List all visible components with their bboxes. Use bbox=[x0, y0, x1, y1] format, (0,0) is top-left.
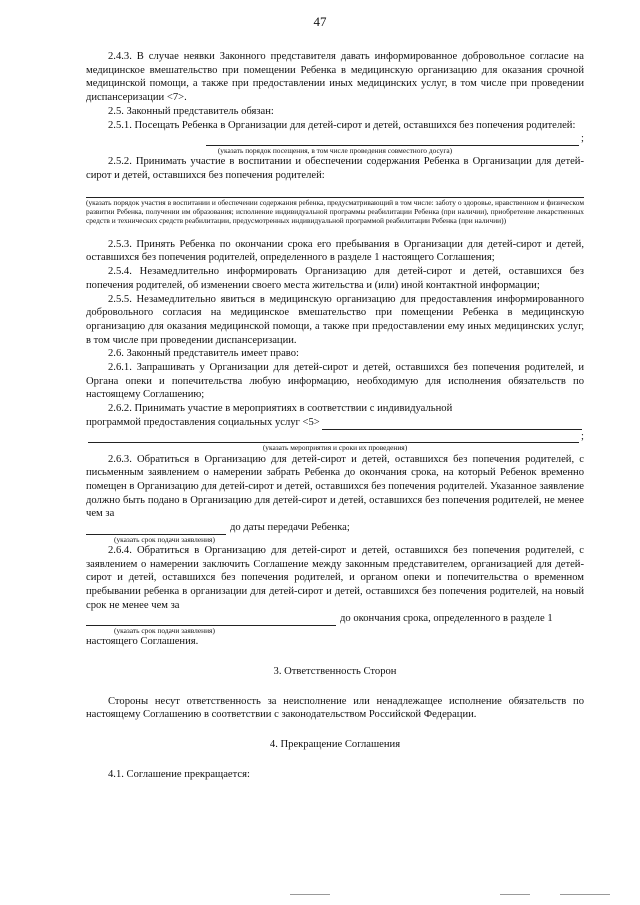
clause-2-6-3: 2.6.3. Обратиться в Организацию для детей-сирот и детей, оставшихся без попечения родителей, с письменным заявлением о намерении забрать Ребенка до окончания срока, на который Ребенок временно помещен в Организацию для детей-сирот и детей, оставшихся без попечения родителей. Указанное заявление должно быть подано в Организацию для детей-сирот и детей, оставшихся без попечения родителей, не менее чем за bbox=[86, 453, 584, 520]
clause-2-5-4: 2.5.4. Незамедлительно информировать Организацию для детей-сирот и детей, оставшихся без попечения родителей, об изменении своего места жительства и (или) иной контактной информации; bbox=[86, 266, 584, 291]
blank-line-2-5-2 bbox=[86, 188, 584, 198]
clause-2-5-3: 2.5.3. Принять Ребенка по окончании срока его пребывания в Организации для детей-сирот и детей, оставшихся без попечения родителей, определенного в разделе 1 настоящего Соглашения; bbox=[86, 238, 584, 264]
fill-line bbox=[86, 525, 226, 535]
caption-2-6-3: (указать срок подачи заявления) bbox=[114, 534, 215, 544]
line-end: ; bbox=[581, 430, 584, 442]
section-4-heading: 4. Прекращение Соглашения bbox=[269, 739, 401, 751]
caption-2-5-1: (указать порядок посещения, в том числе проведения совместного досуга) bbox=[217, 145, 453, 155]
clause-2-6-4-end: настоящего Соглашения. bbox=[86, 636, 199, 648]
blank-line-2-5-1 bbox=[86, 132, 584, 146]
document-body bbox=[86, 50, 584, 782]
clause-2-5-1: 2.5.1. Посещать Ребенка в Организации для детей-сирот и детей, оставшихся без попечения родителей: bbox=[108, 119, 576, 131]
caption-2-6-2: (указать мероприятия и сроки их проведения) bbox=[262, 443, 408, 453]
clause-2-6-2-line-2 bbox=[86, 416, 584, 430]
clause-2-6: 2.6. Законный представитель имеет право: bbox=[108, 348, 299, 360]
clause-2-4-3: 2.4.3. В случае неявки Законного представителя давать информированное добровольное согласие на медицинское вмешательство при помещении Ребенка в медицинскую организацию для оказания срочной медицинской помощи, а также при предоставлении иных медицинских услуг, в том числе при проведении диспансеризации <7>. bbox=[86, 51, 584, 104]
caption-2-5-2: (указать порядок участия в воспитании и обеспечении содержания ребенка, предусматривающий в том числе: заботу о здоровье, нравственном и физическом развитии Ребенка, получении им образования; исполнение индивидуальной программы реабилитации Ребенка (при наличии), приобретение лекарственных средств и технических средств реабилитации, предусмотренных индивидуальной программой реабилитации Ребенка (при наличии)) bbox=[86, 197, 584, 226]
page-number: 47 bbox=[313, 14, 327, 29]
clause-2-6-3-tail-text: до даты передачи Ребенка; bbox=[230, 522, 350, 534]
section-3-text: Стороны несут ответственность за неисполнение или ненадлежащее исполнение обязательств по настоящему Соглашению в соответствии с законодательством Российской Федерации. bbox=[86, 695, 584, 721]
line-end: ; bbox=[581, 133, 584, 145]
clause-2-6-2-text: программой предоставления социальных услуг <5> bbox=[86, 416, 320, 428]
clause-2-5-2: 2.5.2. Принимать участие в воспитании и обеспечении содержания Ребенка в Организации для детей-сирот и детей, оставшихся без попечения родителей: bbox=[86, 156, 584, 181]
clause-2-6-1: 2.6.1. Запрашивать у Организации для детей-сирот и детей, оставшихся без попечения родителей, и Органа опеки и попечительства любую информацию, необходимую для исполнения обязательств по настоящему Соглашению; bbox=[86, 362, 584, 401]
clause-2-6-4-tail bbox=[86, 612, 584, 626]
clause-2-6-4: 2.6.4. Обратиться в Организацию для детей-сирот и детей, оставшихся без попечения родителей, с заявлением о намерении заключить Соглашение между законным представителем, организацией для детей-сирот и детей, оставшихся без попечения родителей, и органом опеки и попечительства о временном пребывании ребенка в организации для детей-сирот и детей, оставшихся без попечения родителей, на новый срок не менее чем за bbox=[86, 544, 584, 611]
fill-line bbox=[86, 616, 336, 626]
scan-edge-marks bbox=[0, 890, 640, 900]
fill-line bbox=[322, 419, 582, 430]
clause-2-5: 2.5. Законный представитель обязан: bbox=[108, 105, 274, 117]
clause-2-6-4-tail-text: до окончания срока, определенного в разделе 1 bbox=[340, 613, 553, 625]
clause-4-1: 4.1. Соглашение прекращается: bbox=[108, 768, 250, 780]
clause-2-6-3-tail bbox=[86, 521, 584, 535]
fill-line bbox=[206, 135, 579, 146]
caption-2-6-4: (указать срок подачи заявления) bbox=[114, 626, 215, 636]
section-3-heading: 3. Ответственность Сторон bbox=[273, 666, 397, 678]
clause-2-6-2-line-1: 2.6.2. Принимать участие в мероприятиях в соответствии с индивидуальной bbox=[108, 403, 453, 415]
blank-line-2-6-2 bbox=[86, 430, 584, 444]
fill-line bbox=[88, 432, 579, 443]
clause-2-5-5: 2.5.5. Незамедлительно явиться в медицинскую организацию для предоставления информированного добровольного согласия на медицинское вмешательство при помещении Ребенка в медицинскую организацию для оказания медицинской помощи, а также при предоставлении ему иных медицинских услуг, в том числе при проведении диспансеризации. bbox=[86, 293, 584, 346]
